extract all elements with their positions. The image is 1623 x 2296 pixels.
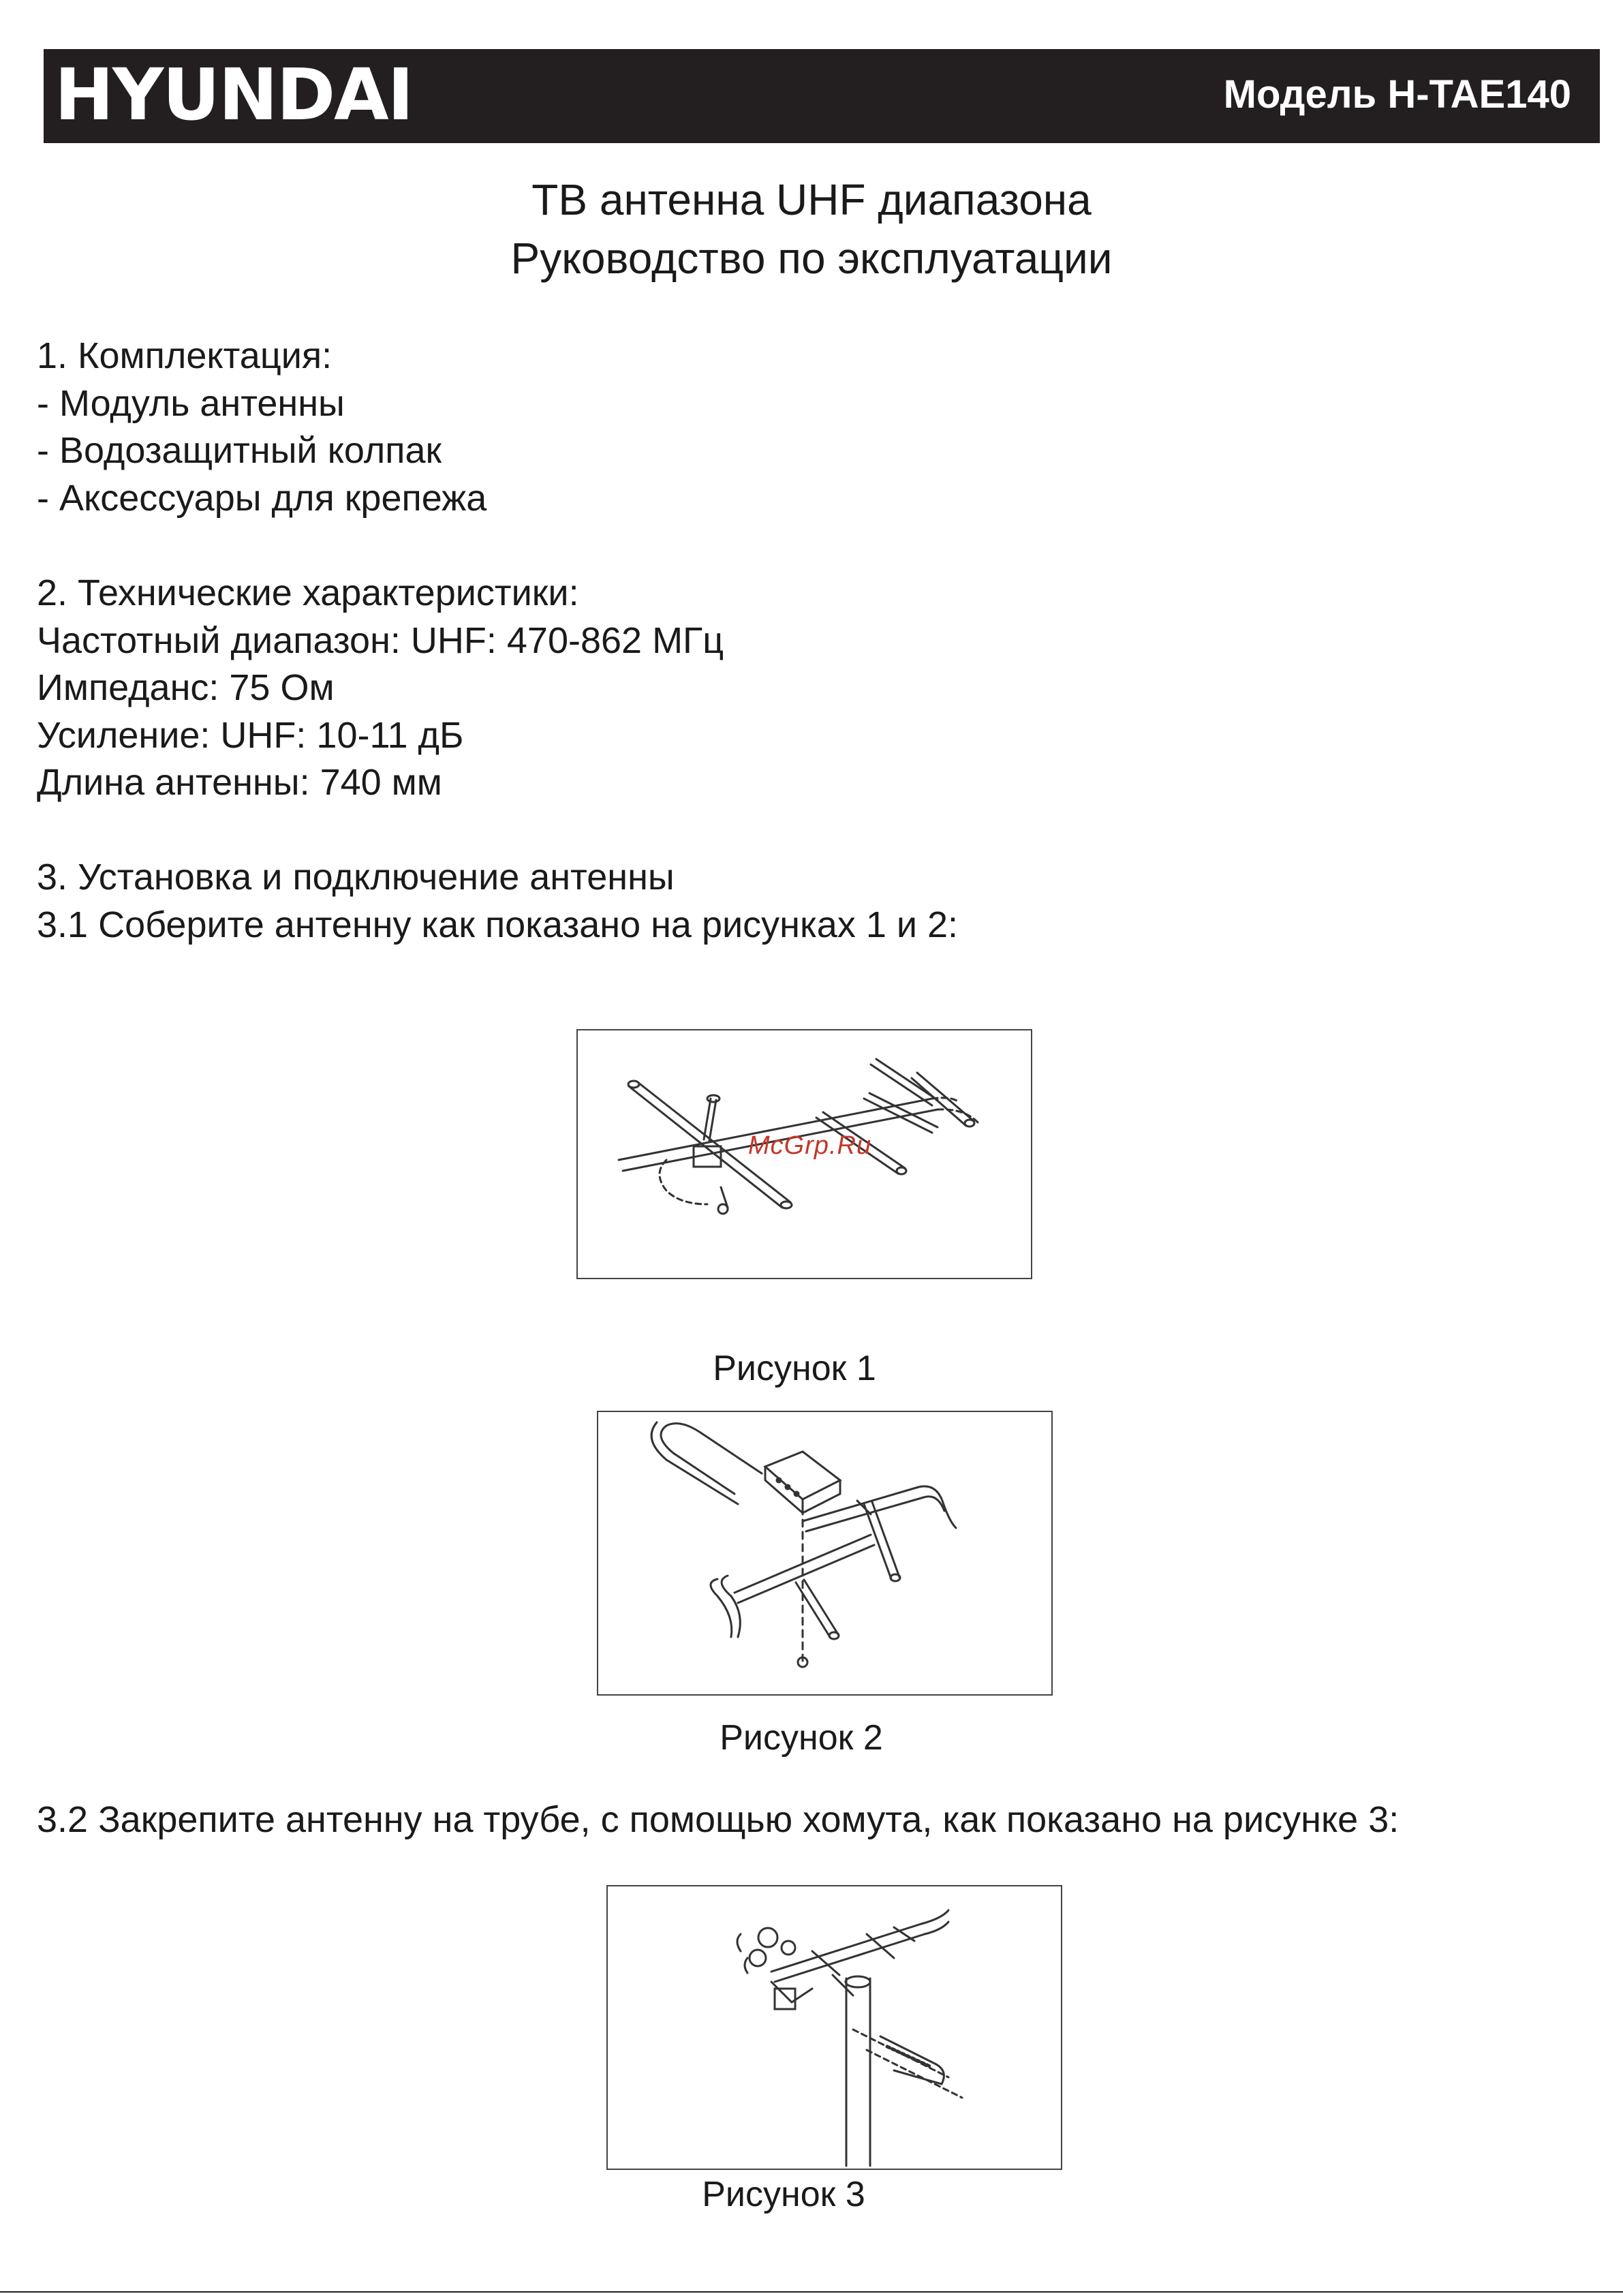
bottom-rule bbox=[0, 2291, 1623, 2293]
spec-line: Импеданс: 75 Ом bbox=[37, 667, 335, 708]
watermark: McGrp.Ru bbox=[748, 1131, 872, 1160]
list-item: - Модуль антенны bbox=[37, 382, 345, 424]
section-contents bbox=[37, 333, 486, 522]
spec-line: Частотный диапазон: UHF: 470-862 МГц bbox=[37, 619, 724, 661]
brand-logo: HYUNDAI bbox=[55, 53, 413, 136]
step-text: 3.1 Соберите антенну как показано на рисунках 1 и 2: bbox=[37, 904, 959, 945]
section-heading: 1. Комплектация: bbox=[37, 335, 333, 376]
model-label: Модель H-TAE140 bbox=[1223, 72, 1571, 117]
list-item: - Водозащитный колпак bbox=[37, 430, 442, 471]
header-bar bbox=[44, 49, 1600, 143]
section-heading: 2. Технические характеристики: bbox=[37, 572, 579, 613]
mast-mount-illustration bbox=[608, 1886, 1064, 2171]
antenna-assembly-illustration-2 bbox=[598, 1412, 1054, 1697]
figure-1 bbox=[576, 1029, 1032, 1279]
figure-2-caption: Рисунок 2 bbox=[720, 1718, 883, 1758]
spec-line: Усиление: UHF: 10-11 дБ bbox=[37, 714, 464, 756]
spec-line: Длина антенны: 740 мм bbox=[37, 762, 442, 803]
figure-3 bbox=[606, 1885, 1062, 2170]
figure-2 bbox=[597, 1411, 1053, 1696]
section-mount bbox=[37, 1796, 1399, 1844]
section-specs bbox=[37, 570, 724, 807]
section-heading: 3. Установка и подключение антенны bbox=[37, 857, 675, 898]
list-item: - Аксессуары для крепежа bbox=[37, 477, 487, 519]
figure-3-caption: Рисунок 3 bbox=[702, 2175, 865, 2214]
section-install bbox=[37, 854, 958, 949]
title-line-2: Руководство по эксплуатации bbox=[510, 234, 1113, 283]
figure-1-caption: Рисунок 1 bbox=[713, 1349, 876, 1388]
page-title bbox=[0, 170, 1623, 288]
step-text: 3.2 Закрепите антенну на трубе, с помощью хомута, как показано на рисунке 3: bbox=[37, 1799, 1400, 1840]
title-line-1: ТВ антенна UHF диапазона bbox=[531, 175, 1092, 224]
